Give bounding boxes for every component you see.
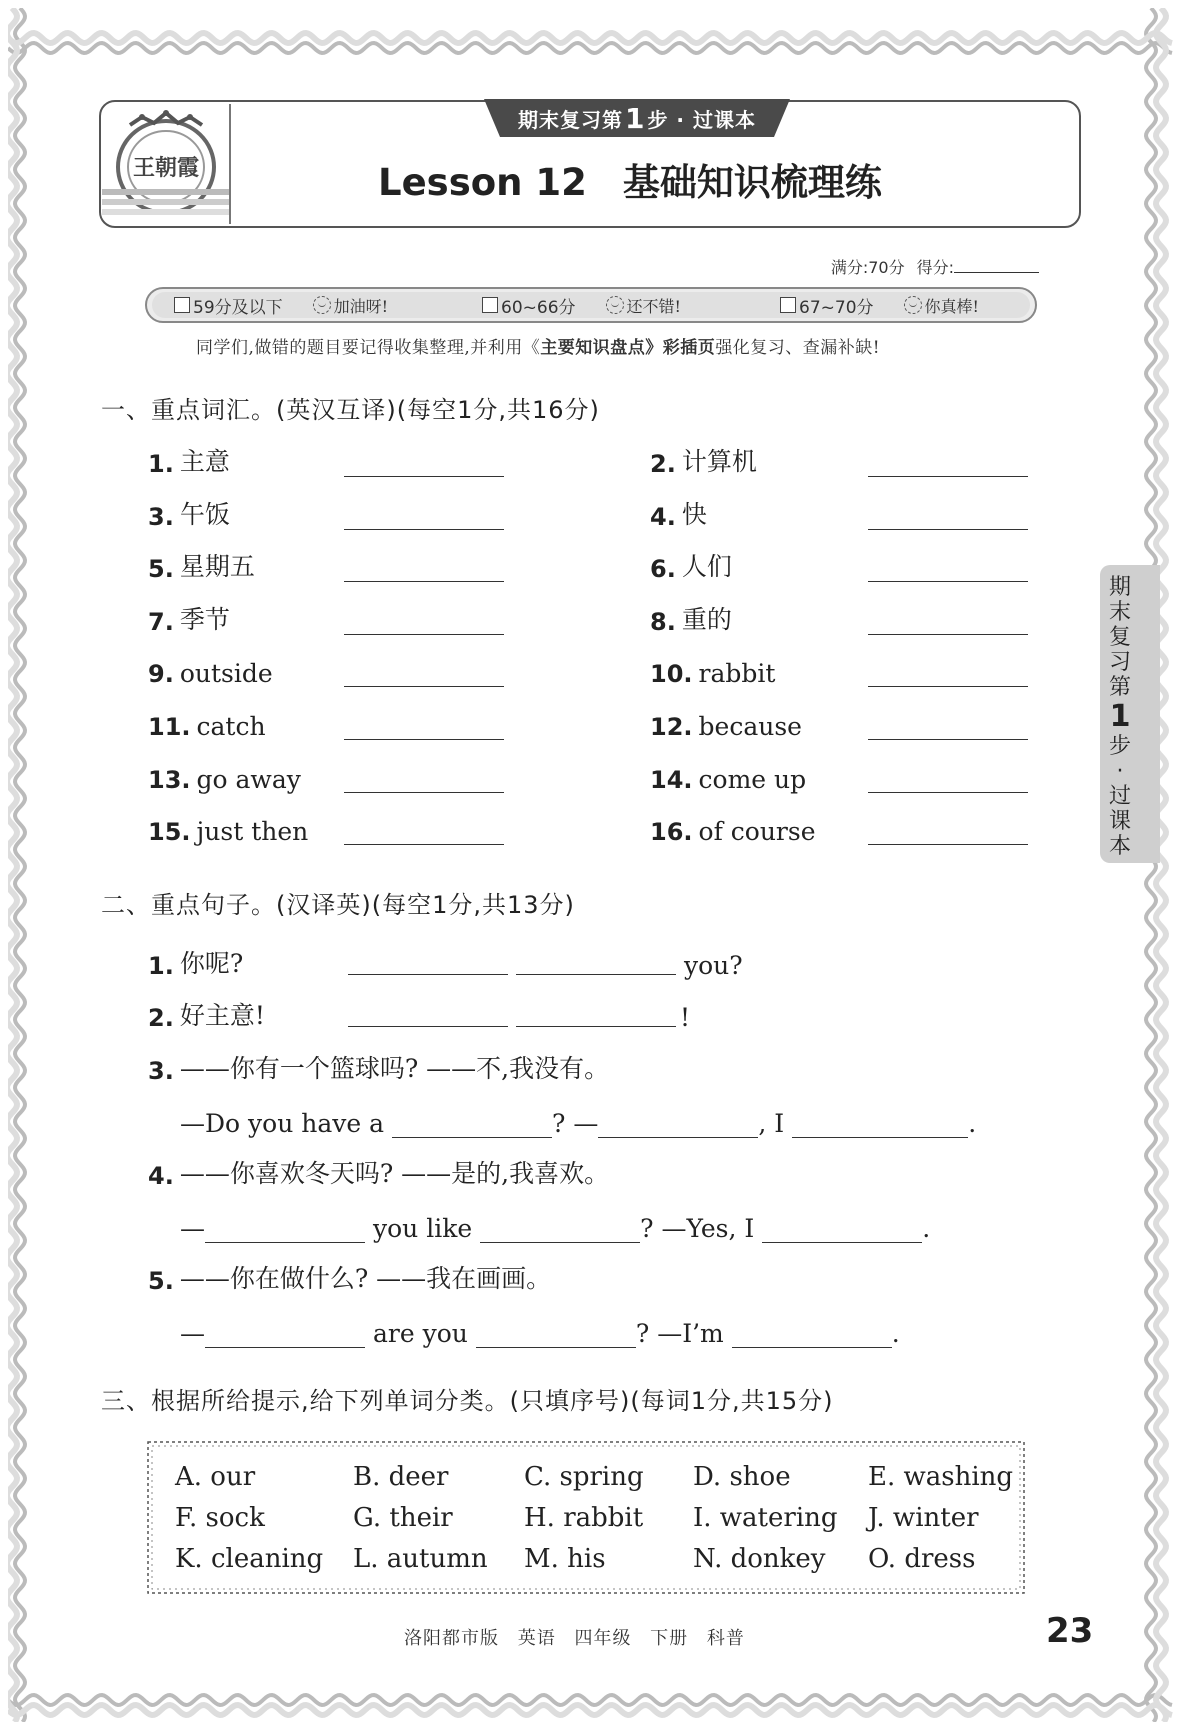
vocab-item <box>148 438 508 478</box>
answer-blank[interactable] <box>344 792 504 793</box>
side-tab-char: 本 <box>1108 834 1131 859</box>
word-option: H. rabbit <box>524 1503 644 1533</box>
sentence-5-cn: 5. ——你在做什么? ——我在画画。 <box>148 1264 552 1295</box>
answer-blank[interactable] <box>344 739 504 740</box>
side-tab-char: 末 <box>1108 600 1131 625</box>
answer-blank[interactable] <box>344 529 504 530</box>
word-option: I. watering <box>693 1503 838 1533</box>
rating-mid <box>482 290 681 320</box>
answer-blank[interactable] <box>348 997 508 1027</box>
vocab-word: 快 <box>681 499 707 529</box>
answer-blank[interactable] <box>868 581 1028 582</box>
vocab-word: 主意 <box>179 447 230 476</box>
word-option: G. their <box>353 1503 453 1533</box>
answer-blank[interactable] <box>344 686 504 687</box>
rating-range-mid: 60~66分 <box>501 297 576 318</box>
side-tab-char: 1 <box>1109 699 1131 734</box>
answer-blank[interactable] <box>762 1213 922 1243</box>
answer-blank[interactable] <box>868 529 1028 530</box>
vocab-item <box>650 806 1010 846</box>
side-tab-char: 课 <box>1108 809 1131 834</box>
rating-comment-low: 加油呀! <box>333 296 389 316</box>
word-option: N. donkey <box>693 1544 826 1574</box>
word-option: O. dress <box>868 1544 976 1574</box>
vocab-item <box>148 596 508 636</box>
sentence-4-cn: 4. ——你喜欢冬天吗? ——是的,我喜欢。 <box>148 1159 610 1190</box>
step-number: 1 <box>624 101 646 135</box>
step-label <box>484 99 790 137</box>
vocab-item <box>650 648 1010 688</box>
sentence-5-en: — are you ? —I’m . <box>180 1319 900 1348</box>
answer-blank[interactable] <box>868 844 1028 845</box>
section2-title: 二、重点句子。(汉译英)(每空1分,共13分) <box>101 891 575 919</box>
score-blank[interactable] <box>954 255 1039 273</box>
side-tab-char: 复 <box>1108 625 1131 650</box>
lesson-number: Lesson 12 <box>378 161 587 204</box>
footer-text: 洛阳都市版 英语 四年级 下册 科普 <box>404 1628 745 1649</box>
side-tab-char: 第 <box>1108 675 1131 700</box>
sentence-2-tail: ! <box>680 1003 691 1032</box>
checkbox-mid[interactable] <box>482 297 498 313</box>
answer-blank[interactable] <box>480 1213 640 1243</box>
rating-high <box>780 290 979 320</box>
answer-blank[interactable] <box>344 634 504 635</box>
word-option: E. washing <box>868 1462 1014 1492</box>
page-number: 23 <box>1046 1611 1094 1651</box>
rating-range-low: 59分及以下 <box>193 297 283 318</box>
vocab-item <box>148 754 508 794</box>
sentence-1: 1. 你呢? <box>148 949 244 980</box>
section1-title: 一、重点词汇。(英汉互译)(每空1分,共16分) <box>101 396 600 424</box>
word-option: F. sock <box>175 1503 265 1533</box>
answer-blank[interactable] <box>868 476 1028 477</box>
vocab-word: go away <box>196 764 301 794</box>
answer-blank[interactable] <box>792 1108 968 1138</box>
vocab-word: of course <box>698 817 816 847</box>
vocab-number: 5. <box>148 555 174 584</box>
vocab-word: because <box>698 712 802 741</box>
vocab-number: 11. <box>148 713 191 741</box>
sentence-1-tail: you? <box>684 951 743 980</box>
vocab-item <box>148 491 508 531</box>
vocab-number: 9. <box>148 660 174 689</box>
side-tab-char: 期 <box>1108 575 1131 600</box>
vocab-item <box>650 701 1010 741</box>
vocab-number: 13. <box>148 765 191 794</box>
word-option: M. his <box>524 1544 606 1574</box>
answer-blank[interactable] <box>732 1318 892 1348</box>
vocab-item <box>148 806 508 846</box>
smiley-icon <box>313 296 331 314</box>
logo <box>102 103 230 225</box>
word-option: L. autumn <box>353 1544 488 1574</box>
checkbox-high[interactable] <box>780 297 796 313</box>
vocab-number: 7. <box>148 607 174 636</box>
side-tab-char: · <box>1116 759 1124 784</box>
word-option: A. our <box>175 1462 256 1492</box>
rating-low <box>174 290 388 320</box>
vocab-number: 1. <box>148 450 174 478</box>
side-tab-label <box>1100 575 1140 859</box>
vocab-item <box>148 648 508 688</box>
vocab-item <box>148 701 508 741</box>
vocab-word: 季节 <box>179 604 230 634</box>
smiley-icon <box>606 296 624 314</box>
vocab-number: 15. <box>148 818 191 847</box>
answer-blank[interactable] <box>516 945 676 975</box>
answer-blank[interactable] <box>392 1108 552 1138</box>
vocab-number: 6. <box>650 555 676 584</box>
answer-blank[interactable] <box>205 1318 365 1348</box>
answer-blank[interactable] <box>344 581 504 582</box>
vocab-item <box>650 491 1010 531</box>
vocab-word: 计算机 <box>681 447 757 476</box>
vocab-item <box>650 438 1010 478</box>
word-option: J. winter <box>868 1503 979 1533</box>
sentence-2: 2. 好主意! <box>148 1001 265 1032</box>
sentence-3-en: —Do you have a ? — , I . <box>180 1109 977 1138</box>
side-tab-char: 过 <box>1108 784 1131 809</box>
score-line <box>831 255 1039 278</box>
vocab-number: 14. <box>650 765 693 794</box>
answer-blank[interactable] <box>868 739 1028 740</box>
vocab-number: 10. <box>650 660 693 689</box>
vocab-number: 12. <box>650 713 693 741</box>
vocab-word: just then <box>196 817 309 847</box>
vocab-word: 午饭 <box>179 499 230 529</box>
rating-comment-high: 你真棒! <box>924 296 979 316</box>
answer-blank[interactable] <box>476 1318 636 1348</box>
vocab-word: outside <box>179 659 273 689</box>
notice-text: 同学们,做错的题目要记得收集整理,并利用《主要知识盘点》彩插页强化复习、查漏补缺! <box>196 338 881 358</box>
smiley-icon <box>904 296 922 314</box>
answer-blank[interactable] <box>205 1213 365 1243</box>
sentence-3-cn: 3. ——你有一个篮球吗? ——不,我没有。 <box>148 1054 610 1085</box>
vocab-number: 8. <box>650 607 676 636</box>
vocab-word: come up <box>698 764 807 794</box>
word-option: C. spring <box>524 1462 644 1492</box>
checkbox-low[interactable] <box>174 297 190 313</box>
word-option: B. deer <box>353 1462 449 1492</box>
vocab-word: 星期五 <box>179 552 255 582</box>
vocab-number: 4. <box>650 502 676 531</box>
vocab-item <box>650 754 1010 794</box>
answer-blank[interactable] <box>598 1108 758 1138</box>
rating-range-high: 67~70分 <box>799 297 874 318</box>
word-option: D. shoe <box>693 1462 791 1492</box>
side-tab-char: 习 <box>1108 650 1131 675</box>
step-suffix: 步 · 过课本 <box>647 107 756 132</box>
vocab-number: 3. <box>148 502 174 531</box>
step-prefix: 期末复习第 <box>517 107 623 132</box>
answer-blank[interactable] <box>344 476 504 477</box>
vocab-number: 2. <box>650 450 676 478</box>
answer-blank[interactable] <box>868 634 1028 635</box>
logo-divider <box>229 104 231 224</box>
svg-text:王朝霞: 王朝霞 <box>132 155 200 181</box>
vocab-word: rabbit <box>698 659 776 689</box>
lesson-title: 基础知识梳理练 <box>622 161 882 204</box>
answer-blank[interactable] <box>868 792 1028 793</box>
rating-comment-mid: 还不错! <box>626 296 681 316</box>
vocab-item <box>148 543 508 583</box>
answer-blank[interactable] <box>516 997 676 1027</box>
page-title <box>378 152 882 206</box>
vocab-word: 人们 <box>681 552 732 582</box>
vocab-item <box>650 596 1010 636</box>
full-score: 满分:70分 <box>830 258 905 277</box>
vocab-item <box>650 543 1010 583</box>
answer-blank[interactable] <box>344 844 504 845</box>
vocab-word: 重的 <box>681 604 732 634</box>
section3-title: 三、根据所给提示,给下列单词分类。(只填序号)(每词1分,共15分) <box>101 1387 834 1415</box>
vocab-word: catch <box>196 712 266 741</box>
answer-blank[interactable] <box>348 945 508 975</box>
side-tab-char: 步 <box>1108 734 1131 759</box>
word-option: K. cleaning <box>175 1544 324 1574</box>
sentence-4-en: — you like ? —Yes, I . <box>180 1214 931 1243</box>
answer-blank[interactable] <box>868 686 1028 687</box>
score-label: 得分: <box>917 255 1039 278</box>
vocab-number: 16. <box>650 818 693 847</box>
